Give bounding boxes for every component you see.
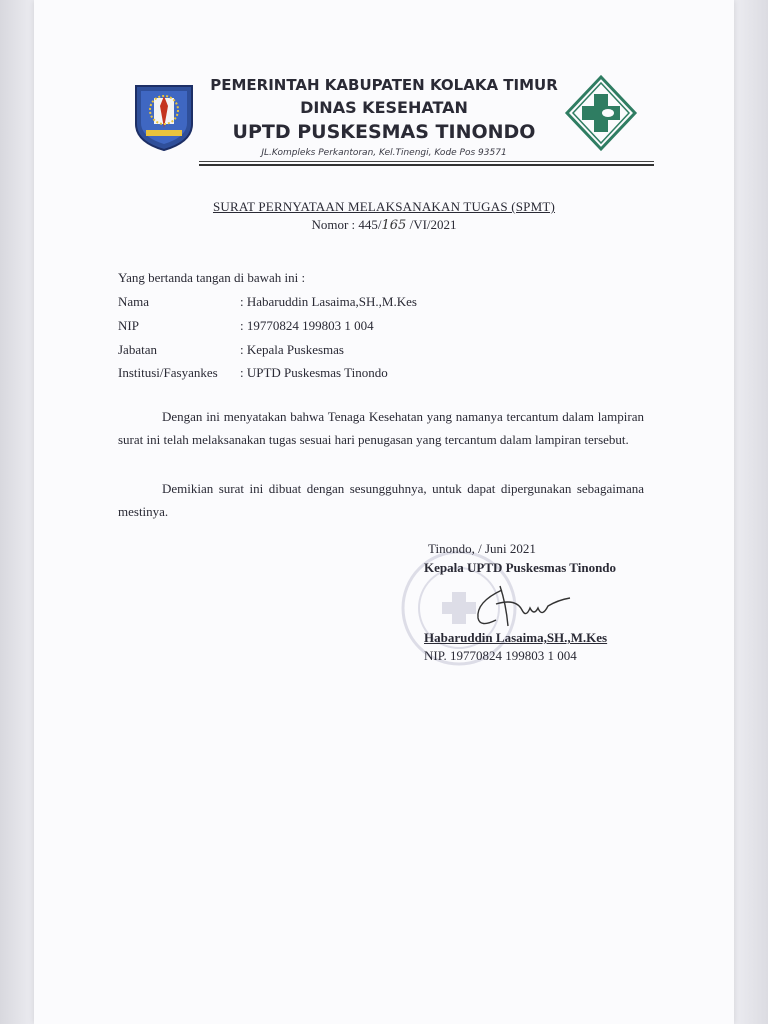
field-label-nama: Nama — [118, 294, 150, 309]
letter-number-handwritten: 165 — [381, 218, 407, 233]
header-department: DINAS KESEHATAN — [300, 98, 468, 117]
scan-left-edge — [0, 0, 34, 1024]
letter-number-prefix: Nomor : 445/ — [311, 217, 382, 232]
field-value-institusi: : UPTD Puskesmas Tinondo — [240, 365, 388, 380]
letter-number-suffix: /VI/2021 — [406, 217, 457, 232]
header-government: PEMERINTAH KABUPATEN KOLAKA TIMUR — [210, 76, 558, 94]
field-label-institusi: Institusi/Fasyankes — [118, 365, 218, 380]
statement-paragraph: Dengan ini menyatakan bahwa Tenaga Kesehatan yang namanya tercantum dalam lampiran surat ini telah melaksanakan tugas sesuai hari penugasan yang tercantum dalam lampiran tersebut. — [118, 409, 644, 447]
field-label-jabatan: Jabatan — [118, 342, 157, 357]
letterhead — [34, 0, 734, 170]
header-rule-thin — [199, 161, 654, 162]
signatory-nip: NIP. 19770824 199803 1 004 — [424, 648, 577, 663]
handwritten-signature-icon — [466, 580, 576, 630]
intro-text: Yang bertanda tangan di bawah ini : — [118, 270, 306, 285]
header-institution: UPTD PUSKESMAS TINONDO — [232, 121, 536, 143]
header-address: JL.Kompleks Perkantoran, Kel.Tinengi, Kode Pos 93571 — [261, 148, 507, 158]
field-value-nama: : Habaruddin Lasaima,SH.,M.Kes — [240, 294, 417, 309]
letter-title: SURAT PERNYATAAN MELAKSANAKAN TUGAS (SPMT) — [212, 199, 556, 214]
scan-right-edge — [734, 0, 768, 1024]
field-value-nip: : 19770824 199803 1 004 — [240, 318, 374, 333]
signature-place-date: Tinondo, / Juni 2021 — [428, 541, 536, 556]
letter-number — [34, 217, 734, 233]
puskesmas-cross-icon — [564, 74, 638, 152]
signature-position: Kepala UPTD Puskesmas Tinondo — [424, 560, 617, 575]
closing-paragraph: Demikian surat ini dibuat dengan sesungguhnya, untuk dapat dipergunakan sebagaimana mestinya. — [118, 481, 644, 519]
field-label-nip: NIP — [118, 318, 139, 333]
signatory-name: Habaruddin Lasaima,SH.,M.Kes — [424, 630, 608, 645]
field-value-jabatan: : Kepala Puskesmas — [240, 342, 344, 357]
header-rule-thick — [199, 164, 654, 166]
letter-page — [34, 0, 734, 1024]
